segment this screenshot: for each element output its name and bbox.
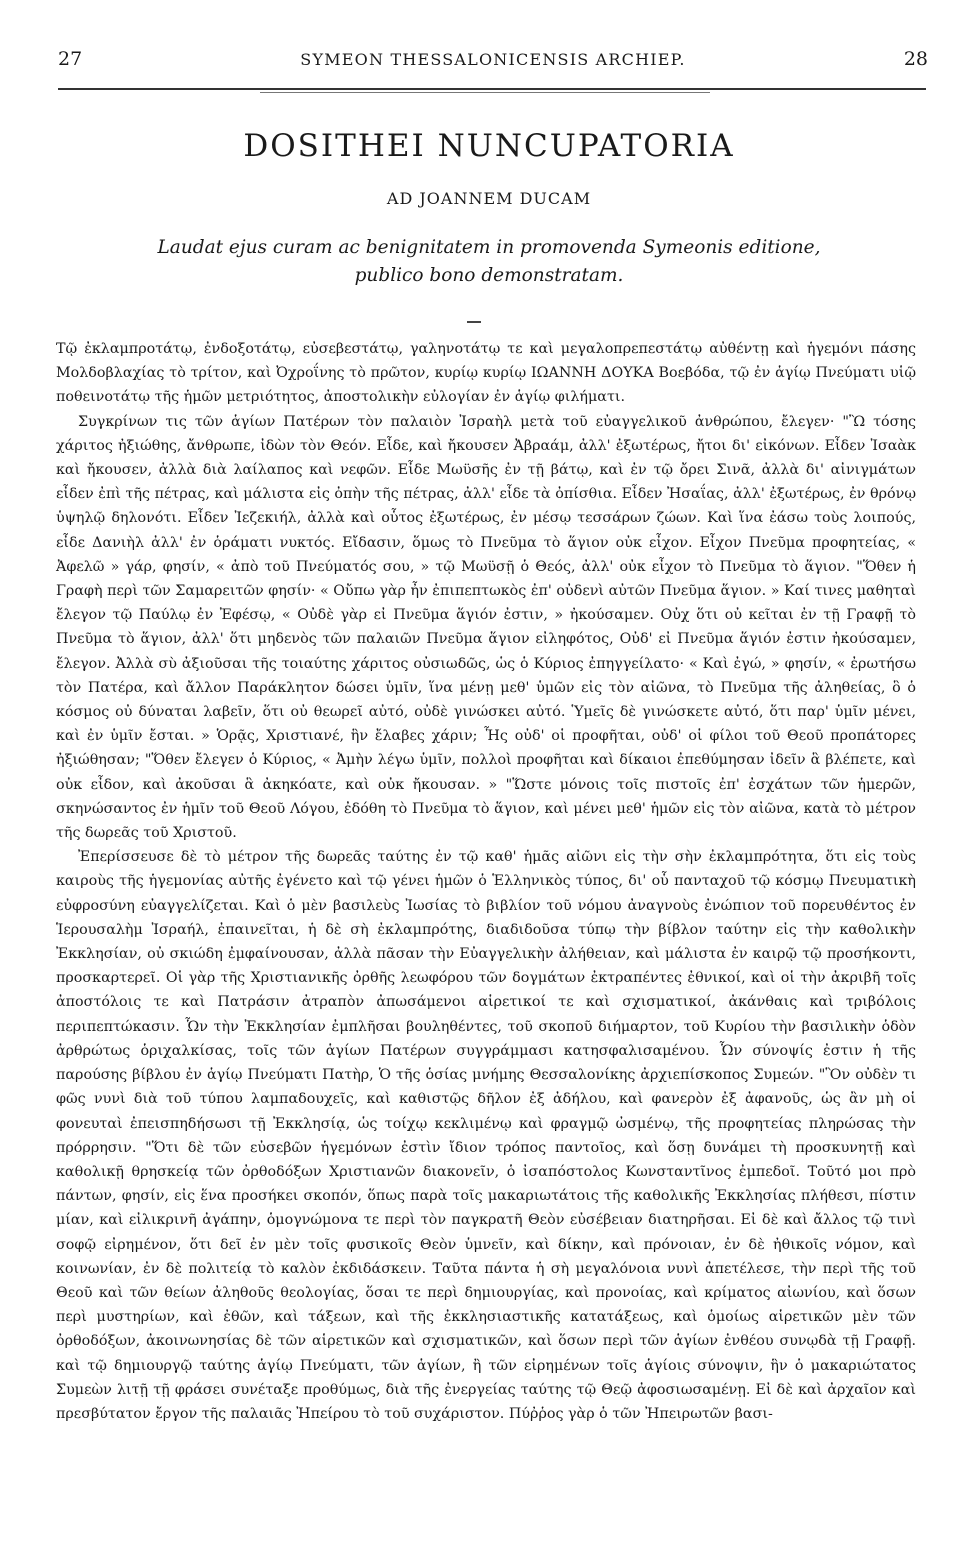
section-subtitle: AD JOANNEM DUCAM <box>386 189 592 208</box>
section-title: DOSITHEI NUNCUPATORIA <box>243 128 735 164</box>
paragraph: Ἐπερίσσευσε δὲ τὸ μέτρον τῆς δωρεᾶς ταύτης ἐν τῷ καθ' ἡμᾶς αἰῶνι εἰς τὴν σὴν ἐκλαμπρότητα, ὅτι εἰς τοὺς καιροὺς τῆς ἡγεμονίας αὐτῆς ἐγένετο καὶ τῷ γένει ἡμῶν ὁ Ἑλληνικὸς τύπος, δι' οὗ πανταχοῦ τῷ κόσμῳ Πνευματικὴ εὐφροσύνη εὐαγγελίζεται. Καὶ ὁ μὲν βασιλεὺς Ἰωσίας τὸ βιβλίον τοῦ νόμου ἀναγνοὺς ἐνώπιον τοῦ πορευθέντος ἐν Ἱερουσαλὴμ Ἰσραήλ, ἐπαινεῖται, ἡ δὲ σὴ ἐκλαμπρότης, διαδιδοῦσα τύπῳ τὴν βίβλον ταύτην εἰς τὴν καθολικὴν Ἐκκλησίαν, οὐ σκιώδη ἐμφαίνουσαν, ἀλλὰ πᾶσαν τὴν Εὐαγγελικὴν ἀλήθειαν, καὶ μάλιστα ἐν καιρῷ τῷ προσήκοντι, προσκαρτερεῖ. Οἱ γὰρ τῆς Χριστιανικῆς ὀρθῆς λεωφόρου τῶν δογμάτων ἐκτραπέντες ἐθνικοί, καὶ οἱ τὴν ἀκριβῆ τοῖς ἀποστόλοις τε καὶ Πατράσιν ἀτραπὸν ἀπωσάμενοι αἱρετικοί τε καὶ σχισματικοί, ἀκάνθαις καὶ τριβόλοις περιπεπτώκασιν. Ὧν τὴν Ἐκκλησίαν ἐμπλῆσαι βουληθέντες, τοῦ σκοποῦ διήμαρτον, τοῦ Κυρίου τὴν βασιλικὴν ὁδὸν ἀρθρώτως ὁριχαλκίσας, τοῖς τῶν ἁγίων Πατέρων συγγράμμασι κατησφαλισαμένου. Ὧν σύνοψίς ἐστιν ἡ τῆς παρούσης βίβλου ἐν ἁγίῳ Πνεύματι Πατὴρ, Ὁ τῆς ὁσίας μνήμης Θεσσαλονίκης ἀρχιεπίσκοπος Συμεών. "Ὃν οὐδὲν τι φῶς νυνὶ διὰ τοῦ τύπου λαμπαδουχεῖς, καὶ καθιστῷς δῆλον ἐξ ἀδήλου, καὶ φανερὸν ἐξ ἀφανοῦς, ὡς ἂν μὴ οἱ φονευταὶ ἐπεισπηδήσωσι τῇ Ἐκκλησίᾳ, ὡς τοίχῳ κεκλιμένῳ καὶ φραγμῷ ὠσμένῳ, τῆς προφητείας πληρώσας τὴν πρόρρησιν. "Ὅτι δὲ τῶν εὐσεβῶν ἡγεμόνων ἐστὶν ἴδιον τρόπος παντοῖος, καὶ ὅσῃ δυνάμει τὴ προσκυνητῇ καὶ καθολικῇ θρησκείᾳ τῶν ὀρθοδόξων Χριστιανῶν διακονεῖν, ὁ ἰσαπόστολος Κωνσταντῖνος ἐμπεδοῖ. Τοῦτό μοι πρὸ πάντων, φησίν, εἰς ἕνα προσήκει σκοπόν, ὅπως παρὰ τοῖς μακαριωτάτοις τῆς καθολικῆς Ἐκκλησίας πλήθεσι, πίστιν μίαν, καὶ εἰλικρινῆ ἀγάπην, ὁμογνώμονα τε περὶ τὸν παγκρατῆ Θεὸν εὐσέβειαν διατηρῆσαι. Εἰ δὲ καὶ ἄλλος τῷ τινὶ σοφῷ εἰρημένον, ὅτι δεῖ ἐν μὲν τοῖς φυσικοῖς Θεὸν ὑμνεῖν, καὶ δίκην, καὶ πρόνοιαν, ἐν δὲ ἠθικοῖς νόμον, καὶ κοινωνίαν, ἐν δὲ πολιτείᾳ τὸ καλὸν ἐκδιδάσκειν. Ταῦτα πάντα ἡ σὴ μεγαλόνοια νυνὶ ἀπετέλεσε, τὴν περὶ τῆς τοῦ Θεοῦ καὶ τῶν θείων ἀληθοῦς θεολογίας, ὅσαι τε περὶ δημιουργίας, καὶ προνοίας, καὶ κρίματος αἰωνίου, καὶ ὅσων περὶ μυστηρίων, καὶ ἐθῶν, καὶ τάξεων, καὶ τῆς ἐκκλησιαστικῆς κατατάξεως, καὶ ὁμοίως αἱρετικῶν μὲν τῶν ὀρθοδόξων, ἀκοινωνησίας δὲ τῶν αἱρετικῶν καὶ σχισματικῶν, καὶ ὅσων περὶ τῶν ἁγίων ἐνθέου συνῳδὰ τῇ Γραφῇ. καὶ τῷ δημιουργῷ ταύτης ἁγίῳ Πνεύματι, τῶν ἁγίων, ἢ τῶν εἰρημένων τοῖς ἁγίοις σύνοψιν, ἣν ὁ μακαριώτατος Συμεὼν λιτῇ τῇ φράσει συνέταξε προθύμως, διὰ τῆς ἐνεργείας ταύτης τῷ Θεῷ ἀφοσιωσαμένῃ. Εἰ δὲ καὶ ἀρχαῖον καὶ πρεσβύτατον ἔργον τῆς παλαιᾶς Ἠπείρου τὸ τοῦ συχάριστον. Πύῤῥος γὰρ ὁ τῶν Ἠπειρωτῶν βασι- <box>56 849 916 1422</box>
running-head <box>58 48 928 74</box>
left-column-number: 27 <box>58 48 83 70</box>
paragraph-salutation: Τῷ ἐκλαμπροτάτῳ, ἐνδοξοτάτῳ, εὐσεβεστάτῳ, γαληνοτάτῳ τε καὶ μεγαλοπρεπεστάτῳ αὐθέντῃ καὶ ἡγεμόνι πάσης Μολδοβλαχίας τὸ τρίτον, καὶ Ὀχροΐνης τὸ πρῶτον, κυρίῳ κυρίῳ ΙΩΑΝΝΗ ΔΟΥΚΑ Βοεβόδα, τῷ ἐν ἁγίῳ Πνεύματι υἱῷ ποθεινοτάτῳ τῆς ἡμῶν μετριότητος, ἀποστολικὴν εὐλογίαν ἐν ἁγίῳ φιλήματι. <box>56 341 916 406</box>
running-head-title: SYMEON THESSALONICENSIS ARCHIEP. <box>300 50 686 69</box>
argument-summary: Laudat ejus curam ac benignitatem in promovenda Symeonis editione, publico bono demonstratam. <box>157 237 821 286</box>
header-rule <box>58 88 926 90</box>
right-column-number: 28 <box>903 48 928 70</box>
header-rule-thin <box>260 92 710 93</box>
body-text <box>56 337 916 1426</box>
separator-dash <box>467 321 481 323</box>
paragraph: Συγκρίνων τις τῶν ἁγίων Πατέρων τὸν παλαιὸν Ἰσραὴλ μετὰ τοῦ εὐαγγελικοῦ ἀνθρώπου, ἔλεγεν· "Ὢ τόσης χάριτος ἠξιώθης, ἄνθρωπε, ἰδὼν τὸν Θεόν. Εἶδε, καὶ ἤκουσεν Ἀβραάμ, ἀλλ' ἐξωτέρως, ἤτοι δι' εἰκόνων. Εἶδεν Ἰσαὰκ καὶ ἤκουσεν, ἀλλὰ διὰ λαίλαπος καὶ νεφῶν. Εἶδε Μωϋσῆς ἐν τῇ βάτῳ, καὶ ἐν τῷ ὄρει Σινᾶ, ἀλλὰ δι' αἰνιγμάτων εἶδεν ἐπὶ τῆς πέτρας, καὶ μάλιστα εἰς ὀπὴν τῆς πέτρας, ἀλλ' εἶδε τὰ ὀπίσθια. Εἶδεν Ἠσαΐας, ἀλλ' ἐξωτέρως, ἐν θρόνῳ ὑψηλῷ δηλονότι. Εἶδεν Ἰεζεκιήλ, ἀλλὰ καὶ οὗτος ἐξωτέρως, ἐν μέσῳ τεσσάρων ζώων. Καὶ ἵνα ἐάσω τοὺς λοιπούς, εἶδε Δανιὴλ ἀλλ' ἐν ὁράματι νυκτός. Εἴδασιν, ὅμως τὸ Πνεῦμα τὸ ἅγιον οὐκ εἶχον. Εἶχον Πνεῦμα προφητείας, « Ἀφελῶ » γάρ, φησίν, « ἀπὸ τοῦ Πνεύματός σου, » τῷ Μωϋσῇ ὁ Θεός, ἀλλ' οὐκ εἶχον τὸ Πνεῦμα τὸ ἅγιον. "Ὅθεν ἡ Γραφὴ περὶ τῶν Σαμαρειτῶν φησίν· « Οὔπω γὰρ ἦν ἐπιπεπτωκὸς ἐπ' οὐδενὶ αὐτῶν Πνεῦμα ἅγιον. » Καί τινες μαθηταὶ ἔλεγον τῷ Παύλῳ ἐν Ἐφέσῳ, « Οὐδὲ γὰρ εἰ Πνεῦμα ἅγιόν ἐστιν, » ἠκούσαμεν. Οὐχ ὅτι οὐ κεῖται ἐν τῇ Γραφῇ τὸ Πνεῦμα τὸ ἅγιον, ἀλλ' ὅτι μηδενὸς τῶν παλαιῶν Πνεῦμα ἅγιον εἰληφότος, Οὐδ' εἰ Πνεῦμα ἅγιόν ἐστιν ἠκούσαμεν, ἔλεγον. Ἀλλὰ σὺ ἀξιοῦσαι τῆς τοιαύτης χάριτος οὐσιωδῶς, ὡς ὁ Κύριος ἐπηγγείλατο· « Καὶ ἐγώ, » φησίν, « ἐρωτήσω τὸν Πατέρα, καὶ ἄλλον Παράκλητον δώσει ὑμῖν, ἵνα μένῃ μεθ' ὑμῶν εἰς τὸν αἰῶνα, τὸ Πνεῦμα τῆς ἀληθείας, ὃ ὁ κόσμος οὐ δύναται λαβεῖν, ὅτι οὐ θεωρεῖ αὐτό, οὐδὲ γινώσκει αὐτό. Ὑμεῖς δὲ γινώσκετε αὐτό, ὅτι παρ' ὑμῖν μένει, καὶ ἐν ὑμῖν ἔσται. » Ὁρᾷς, Χριστιανέ, ἣν ἔλαβες χάριν; Ἧς οὐδ' οἱ προφῆται, οὐδ' οἱ φίλοι τοῦ Θεοῦ προπάτορες ἠξιώθησαν; "Ὅθεν ἔλεγεν ὁ Κύριος, « Ἀμὴν λέγω ὑμῖν, πολλοὶ προφῆται καὶ δίκαιοι ἐπεθύμησαν ἰδεῖν ἃ βλέπετε, καὶ οὐκ εἶδον, καὶ ἀκοῦσαι ἃ ἀκηκόατε, καὶ οὐκ ἤκουσαν. » "Ὥστε μόνοις τοῖς πιστοῖς ἐπ' ἐσχάτων τῶν ἡμερῶν, σκηνώσαντος ἐν ἡμῖν τοῦ Θεοῦ Λόγου, ἐδόθη τὸ Πνεῦμα τὸ ἅγιον, καὶ μένει μεθ' ἡμῶν εἰς τὸν αἰῶνα, κατὰ τὸ μέτρον τῆς δωρεᾶς τοῦ Χριστοῦ. <box>56 413 916 842</box>
